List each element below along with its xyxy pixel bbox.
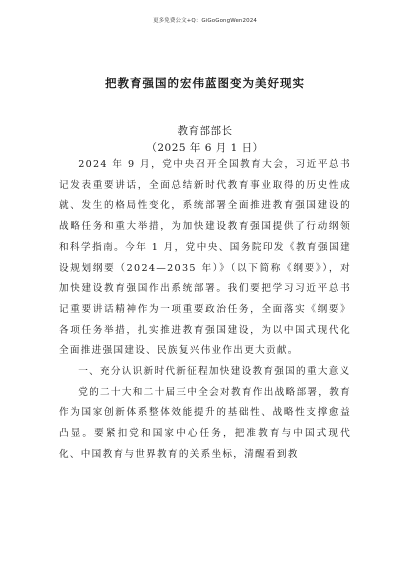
body-paragraph: 2024 年 9 月，党中央召开全国教育大会，习近平总书记发表重要讲话，全面总结新时代教育事业取得的历史性成就、发生的格局性变化，系统部署全面推进教育强国建设的战略任务和重大举措，为加快建设教育强国提供了行动纲领和科学指南。今年 1 月，党中央、国务院印发《教育强国建设规划纲要（2024—2035 年）》（以下简称《纲要》），对加快建设教育强国作出系统部署。我们要把学习习近平总书记重要讲话精神作为一项重要政治任务，全面落实《纲要》各项任务举措，扎实推进教育强国建设，为以中国式现代化全面推进强国建设、民族复兴伟业作出更大贡献。 [59, 159, 351, 357]
document-body [59, 155, 351, 466]
date-line: （2025 年 6 月 1 日） [146, 142, 264, 154]
header-note: 更多免费公文+Q：GiGoGongWen2024 [153, 18, 257, 24]
section-heading: 一、充分认识新时代新征程加快建设教育强国的重大意义 [78, 366, 351, 378]
author-line: 教育部部长 [177, 125, 233, 137]
body-paragraph: 党的二十大和二十届三中全会对教育作出战略部署，教育作为国家创新体系整体效能提升的基础性、战略性支撑愈益凸显。要紧扣党和国家中心任务，把准教育与中国式现代化、中国教育与世界教育的关系坐标，清醒看到教 [59, 386, 351, 460]
document-title: 把教育强国的宏伟蓝图变为美好现实 [105, 76, 305, 90]
